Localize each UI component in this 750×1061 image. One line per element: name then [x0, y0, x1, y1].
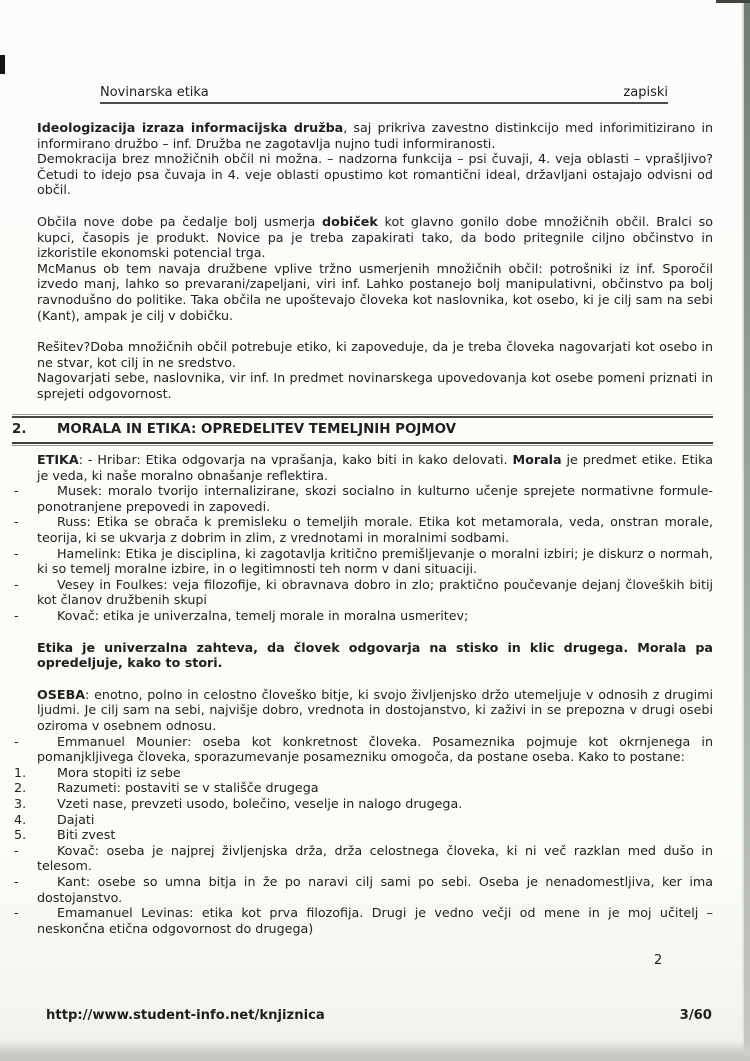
paragraph-gap — [37, 198, 713, 214]
list-marker: - — [14, 576, 19, 592]
paragraph — [37, 339, 713, 370]
text-segment: Musek: moralo tvorijo internalizirane, skozi socialno in kulturno učenje sprejete normativne formule- ponotranjene prepovedi in zapovedi. — [37, 483, 713, 514]
text-segment: Kant: osebe so umna bitja in že po naravi cilj sami po sebi. Oseba je nenadomestljiva, ker ima dostojanstvo. — [37, 873, 713, 905]
paragraph — [37, 687, 713, 734]
list-item — [14, 608, 713, 624]
list-item — [14, 576, 713, 608]
text-segment: kot glavno gonilo dobe množičnih občil. Bralci so kupci, časopis je produkt. Novice pa je treba zapakirati tako, da bodo pritegnile ciljno občinstvo in izkoristile ekonomski potencial trga. — [37, 213, 713, 261]
text-segment: Demokracija brez množičnih občil ni možna. – nadzorna funkcija – psi čuvaji, 4. veja oblasti – vprašljivo? Četudi to idejo psa čuvaja in 4. veje oblasti opustimo kot romantični ideal, državljani ostajajo odvisni od občil. — [37, 151, 713, 198]
text-segment: Mora stopiti iz sebe — [57, 764, 181, 780]
list-marker: - — [14, 905, 19, 921]
list-item — [14, 905, 713, 936]
list-item — [14, 811, 713, 828]
text-segment: Hamelink: Etika je disciplina, ki zagotavlja kritično premišljevanje o moralni izbiri; je diskurz o normah, ki so temelj moralne izbire, in o legitimnosti teh norm v dani situaciji. — [37, 545, 713, 577]
list-marker: 3. — [14, 795, 27, 811]
list-marker: - — [14, 608, 19, 624]
list-item — [14, 483, 713, 514]
text-segment: Rešitev?Doba množičnih občil potrebuje etiko, ki zapoveduje, da je treba človeka nagovarjati kot osebo in ne stvar, kot cilj in ne sredstvo. — [37, 339, 713, 370]
paragraph — [37, 261, 713, 323]
paragraph-gap — [37, 624, 713, 640]
text-segment: Razumeti: postaviti se v stališče drugega — [57, 780, 319, 796]
section-title: MORALA IN ETIKA: OPREDELITEV TEMELJNIH POJMOV — [57, 421, 457, 437]
text-segment: Etika je univerzalna zahteva, da človek odgovarja na stisko in klic drugega. Morala pa opredeljuje, kako to stori. — [37, 639, 713, 671]
paragraph-gap — [37, 671, 713, 687]
paragraph — [37, 214, 713, 261]
list-item — [14, 842, 713, 874]
text-segment: Morala — [512, 452, 562, 468]
list-item — [14, 827, 713, 843]
text-segment: McManus ob tem navaja družbene vplive tržno usmerjenih množičnih občil: potrošniki iz inf. Sporočil izvedo manj, lahko so prevarani/zapeljani, viri inf. Lahko postanejo bolj manipulativni, občinstvo pa bolj ravnodušno do politike. Taka občila ne upoštevajo človeka kot naslovnika, kot osebo, ki je cilj sam na sebi (Kant), ampak je cilj v dobičku. — [37, 260, 713, 323]
paragraph — [37, 452, 713, 483]
paragraph — [37, 370, 713, 401]
document-blocks — [12, 120, 714, 936]
text-segment: Biti zvest — [57, 827, 116, 843]
header-label: zapiski — [623, 85, 668, 100]
list-item — [14, 795, 713, 812]
list-marker: - — [14, 842, 19, 858]
page-number: 2 — [654, 953, 663, 968]
text-segment: Kovač: oseba je najprej življenjska drža, drža celostnega človeka, ki ni več razklan med dušo in telesom. — [37, 842, 713, 874]
list-marker: - — [14, 733, 19, 749]
text-segment: dobiček — [322, 213, 378, 229]
section-number: 2. — [12, 421, 27, 437]
list-item — [14, 873, 713, 905]
list-item — [14, 764, 713, 781]
text-segment: Vzeti nase, prevzeti usodo, bolečino, veselje in nalogo drugega. — [57, 795, 463, 811]
list-marker: 5. — [14, 827, 27, 843]
text-segment: je predmet etike. Etika je veda, ki naše moralno obnašanje reflektira. — [37, 452, 713, 483]
list-item — [14, 545, 713, 577]
text-segment: : enotno, polno in celostno človeško bitje, ki svojo življenjsko držo utemeljuje v odnosih z drugimi ljudmi. Je cilj sam na sebi, najvišje dobro, vrednota in dostojanstvo, ki zaživi in se prepozna v drugi osebi oziroma v osebnem odnosu. — [37, 686, 713, 733]
text-segment: OSEBA — [37, 686, 86, 702]
list-marker: - — [14, 545, 19, 561]
list-item — [14, 733, 713, 765]
footer-page-indicator: 3/60 — [679, 1008, 712, 1023]
document-header — [100, 85, 668, 104]
text-segment: Emamanuel Levinas: etika kot prva filozofija. Drugi je vedno večji od mene in je moj učitelj – neskončna etična odgovornost do drugega) — [37, 905, 713, 936]
footer-url: http://www.student-info.net/knjiznica — [46, 1008, 325, 1023]
text-segment: Kovač: etika je univerzalna, temelj morale in moralna usmeritev; — [57, 608, 469, 624]
paragraph-gap — [37, 323, 713, 339]
section-heading — [12, 416, 713, 445]
list-marker: - — [14, 483, 19, 499]
paragraph — [37, 640, 713, 671]
list-marker: 1. — [14, 764, 27, 780]
header-title: Novinarska etika — [100, 85, 209, 100]
text-segment: Russ: Etika se obrača k premisleku o temeljih morale. Etika kot metamorala, veda, onstran morale, teorija, ki se ukvarja z dobrim in zlim, z vrednotami in moralnimi sodbami. — [37, 514, 713, 546]
list-marker: - — [14, 873, 19, 889]
text-segment: ETIKA — [37, 452, 79, 468]
text-segment: Nagovarjati sebe, naslovnika, vir inf. In predmet novinarskega upovedovanja kot osebe pomeni priznati in sprejeti odgovornost. — [37, 370, 713, 401]
text-segment: Občila nove dobe pa čedalje bolj usmerja — [37, 213, 323, 229]
text-segment: Vesey in Foulkes: veja filozofije, ki obravnava dobro in zlo; praktično poučevanje dejanj človeških bitij kot članov družbenih skupi — [37, 576, 713, 608]
list-item — [14, 780, 713, 796]
list-marker: 4. — [14, 811, 27, 827]
text-segment: Emmanuel Mounier: oseba kot konkretnost človeka. Posameznika pojmuje kot okrnjenega in pomanjkljivega človeka, sporazumevanje posamezniku omogoča, da postane oseba. Kako to postane: — [37, 733, 713, 765]
paragraph — [37, 151, 713, 198]
text-segment: Ideologizacija izraza informacijska družba — [37, 120, 344, 135]
list-marker: - — [14, 514, 19, 530]
paragraph — [37, 120, 713, 151]
text-segment: Dajati — [57, 811, 95, 827]
text-segment: , saj prikriva zavestno distinkcijo med inforimitizirano in informirano družbo – inf. Družba ne zagotavlja nujno tudi informiranosti. — [37, 120, 714, 151]
list-item — [14, 514, 713, 546]
list-marker: 2. — [14, 780, 27, 796]
text-segment: : - Hribar: Etika odgovarja na vprašanja, kako biti in kako delovati. — [78, 452, 513, 468]
